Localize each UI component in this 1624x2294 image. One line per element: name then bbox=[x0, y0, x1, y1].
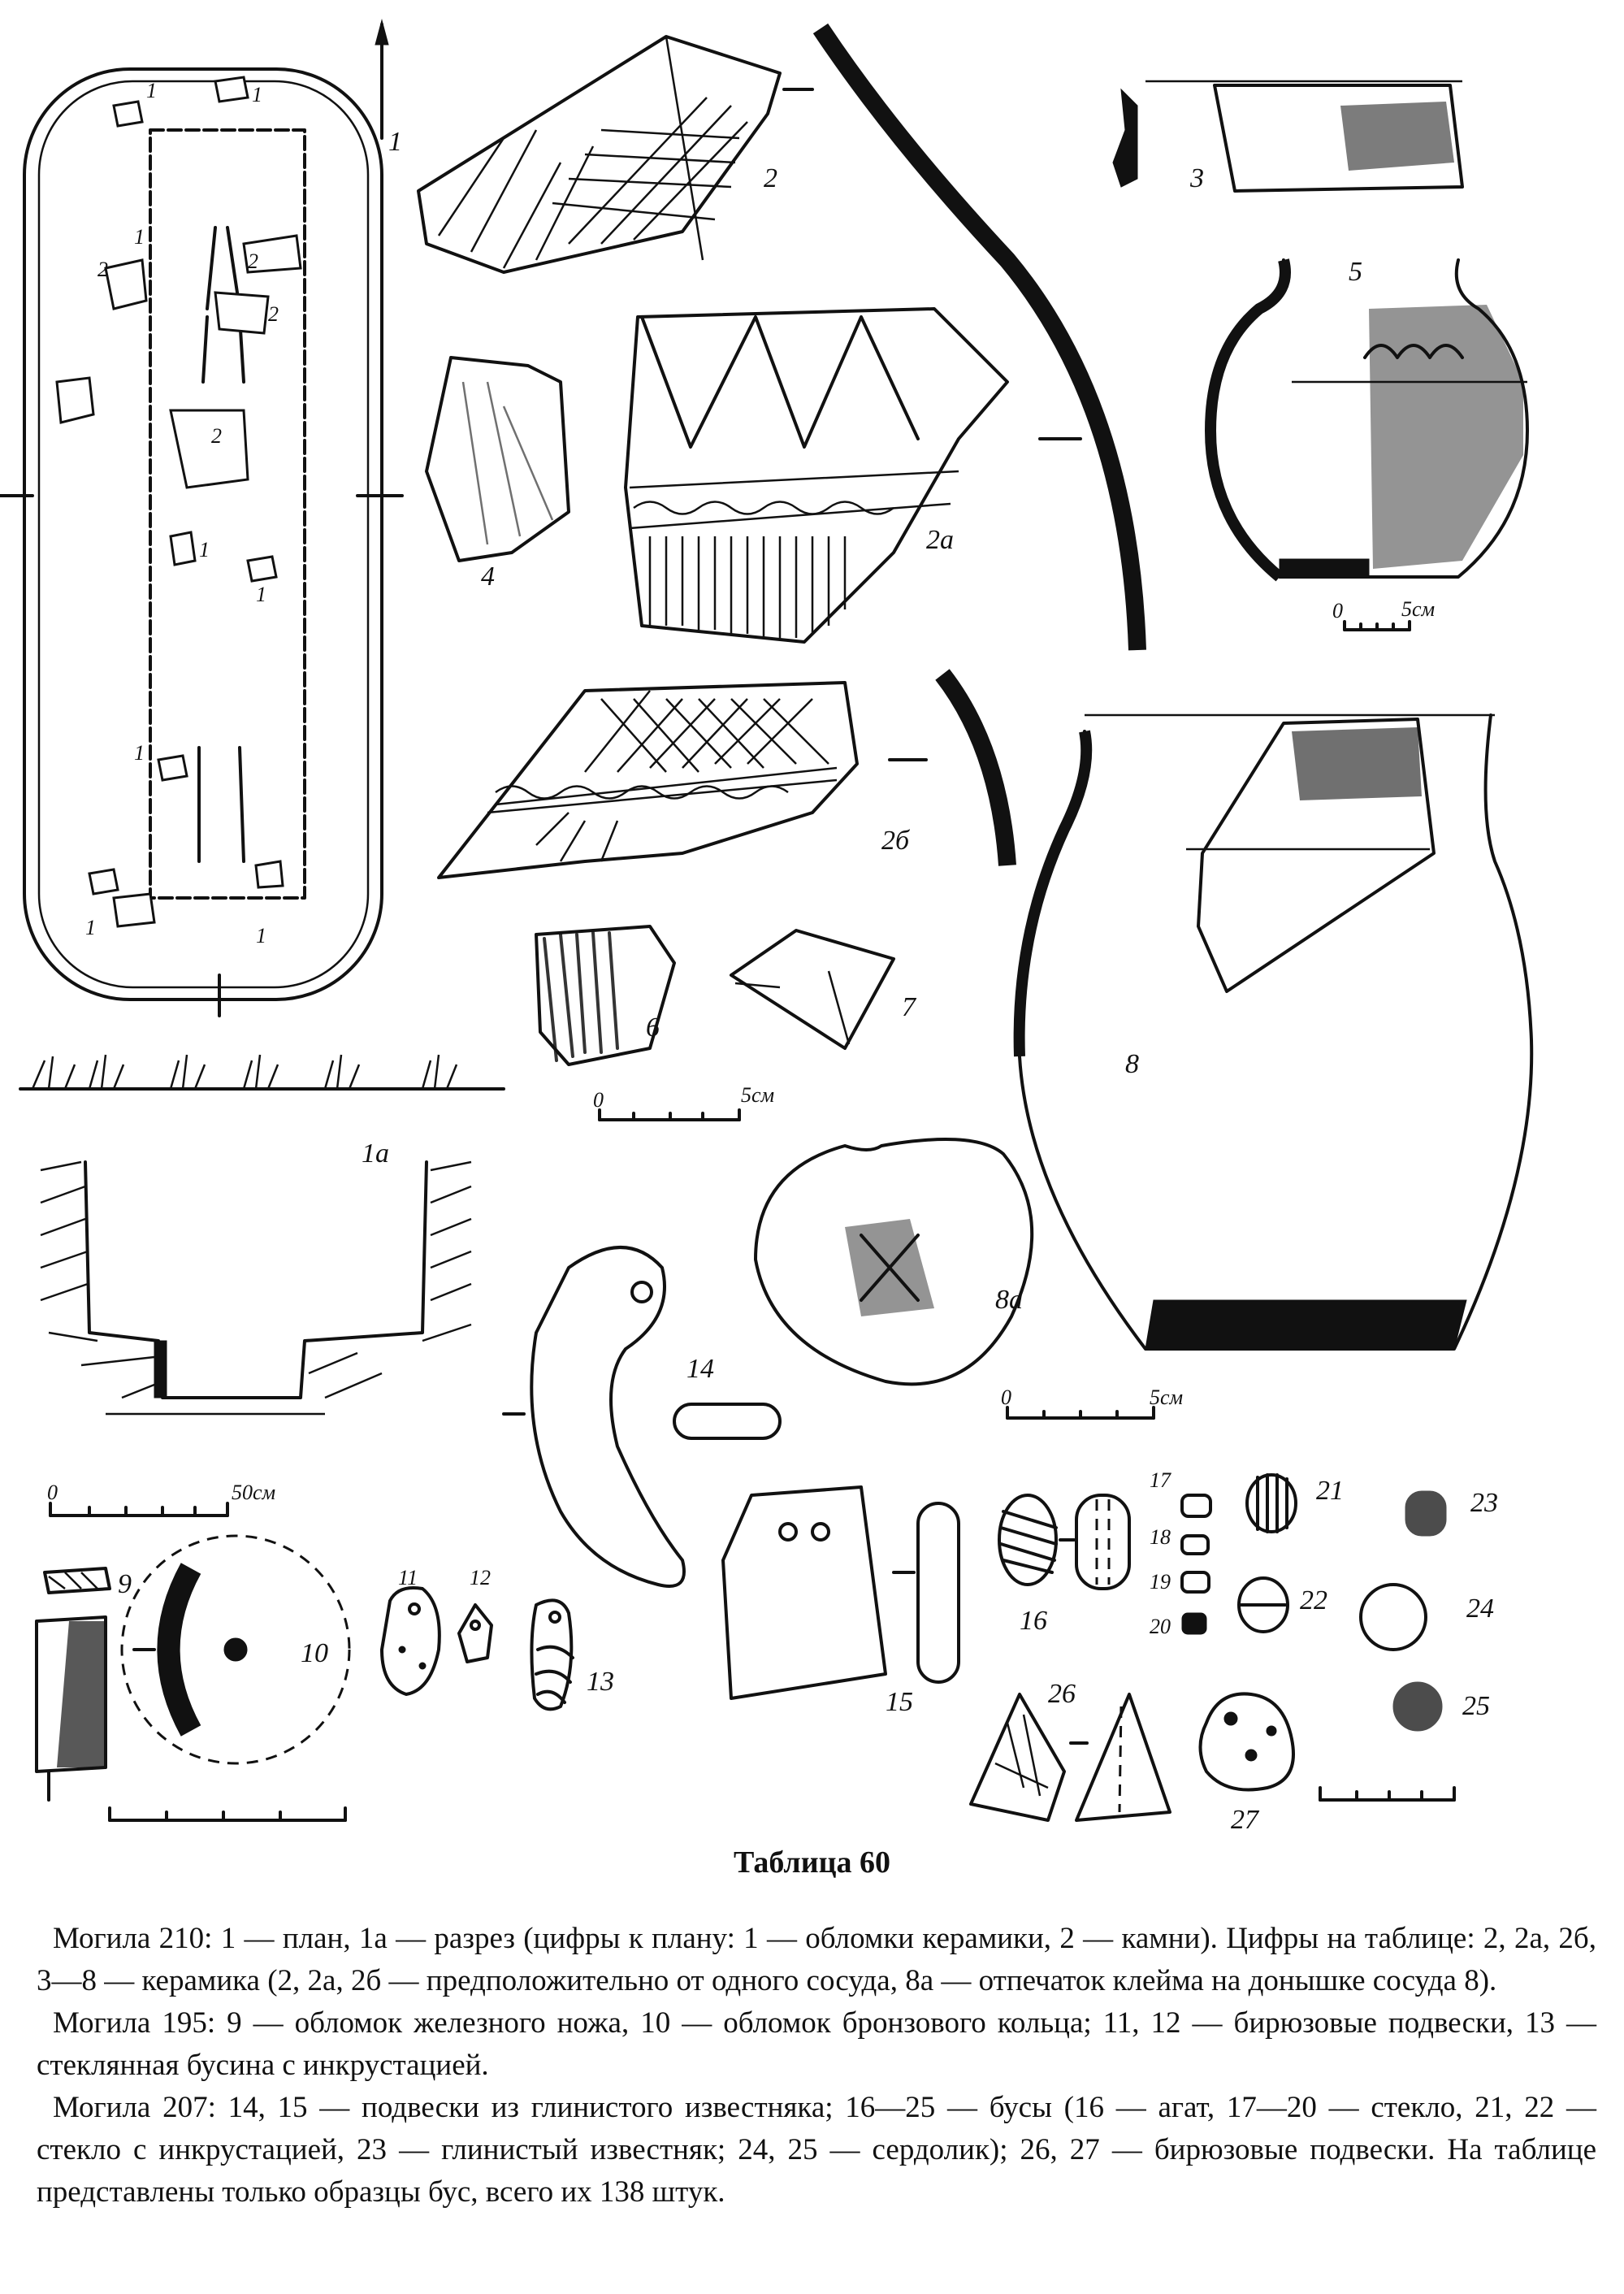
figure-label-21: 21 bbox=[1316, 1476, 1344, 1506]
figure-label-26: 26 bbox=[1048, 1679, 1076, 1709]
figure-label-6: 6 bbox=[646, 1013, 660, 1043]
iron-knife-9 bbox=[37, 1568, 132, 1800]
vessel-5 bbox=[1210, 257, 1527, 577]
grave-section-drawing bbox=[20, 1055, 504, 1414]
figure-label-17: 17 bbox=[1150, 1468, 1171, 1492]
vessel-profile bbox=[942, 674, 1007, 865]
plan-marker-2: 2 bbox=[248, 249, 258, 273]
ceramic-rim-3 bbox=[1113, 81, 1462, 193]
scale-end: 5см bbox=[741, 1083, 775, 1107]
scale-bar-50cm bbox=[47, 1481, 275, 1516]
ceramic-sherd-2b bbox=[439, 683, 926, 878]
figure-label-8: 8 bbox=[1125, 1049, 1139, 1079]
bronze-ring-10 bbox=[122, 1536, 349, 1763]
figure-label-2a: 2a bbox=[926, 525, 954, 555]
plate-title: Таблица 60 bbox=[733, 1845, 891, 1880]
plan-marker-1: 1 bbox=[134, 741, 145, 765]
figure-label-7: 7 bbox=[902, 992, 916, 1022]
grave-plan-drawing bbox=[0, 20, 402, 1016]
figure-label-25: 25 bbox=[1462, 1691, 1490, 1721]
figure-label-8a: 8a bbox=[995, 1285, 1023, 1315]
pendants-11-13 bbox=[382, 1566, 614, 1709]
figure-label-16: 16 bbox=[1020, 1606, 1047, 1636]
plate-caption bbox=[37, 1918, 1596, 2214]
pendant-15 bbox=[723, 1487, 959, 1717]
figure-label-1: 1 bbox=[388, 127, 402, 157]
plan-marker-2: 2 bbox=[211, 424, 222, 448]
caption-paragraph: Могила 195: 9 — обломок железного ножа, 10 — обломок бронзового кольца; 11, 12 — бирюзовые подвески, 13 — стеклянная бусина с инкрустацией. bbox=[37, 2006, 1596, 2082]
plan-marker-1: 1 bbox=[85, 916, 96, 939]
scale-end: 50см bbox=[232, 1481, 276, 1504]
figure-label-2b: 2б bbox=[881, 826, 910, 856]
stamp-impression-8a bbox=[756, 1139, 1032, 1384]
caption-paragraph: Могила 207: 14, 15 — подвески из глинистого известняка; 16—25 — бусы (16 — агат, 17—20 — стекло, 21, 22 — стекло с инкрустацией, 23 — глинистый известняк; 24, 25 — сердолик); 26, 27 — бирюзовые подвески. На таблице представлены только образцы бус, всего их 138 штук. bbox=[37, 2091, 1596, 2209]
figure-label-10: 10 bbox=[301, 1638, 328, 1668]
scale-bar-5cm bbox=[593, 1083, 774, 1120]
ceramic-sherd-4 bbox=[427, 358, 569, 592]
pendant-14 bbox=[504, 1247, 780, 1586]
figure-label-20: 20 bbox=[1150, 1615, 1171, 1638]
scale-bar bbox=[110, 1808, 345, 1820]
figure-label-18: 18 bbox=[1150, 1525, 1171, 1549]
figure-label-3: 3 bbox=[1190, 163, 1204, 193]
figure-label-5: 5 bbox=[1349, 257, 1362, 287]
scale-zero: 0 bbox=[47, 1481, 58, 1504]
figure-label-2: 2 bbox=[764, 163, 777, 193]
pendants-26-27 bbox=[971, 1679, 1293, 1835]
ceramic-sherd-2 bbox=[418, 37, 812, 272]
plan-marker-1: 1 bbox=[199, 538, 210, 562]
plan-marker-2: 2 bbox=[268, 302, 279, 326]
plan-marker-1: 1 bbox=[256, 583, 266, 606]
scale-zero: 0 bbox=[1332, 599, 1343, 622]
figure-label-13: 13 bbox=[587, 1667, 614, 1697]
plan-marker-1: 1 bbox=[134, 225, 145, 249]
scale-end: 5см bbox=[1150, 1386, 1184, 1409]
figure-label-14: 14 bbox=[686, 1354, 714, 1384]
scale-bar-5cm bbox=[1332, 597, 1435, 630]
plan-marker-1: 1 bbox=[146, 79, 157, 102]
figure-label-22: 22 bbox=[1300, 1585, 1327, 1615]
vessel-8 bbox=[1020, 715, 1532, 1349]
scale-zero: 0 bbox=[593, 1088, 604, 1112]
figure-label-9: 9 bbox=[118, 1569, 132, 1599]
figure-label-27: 27 bbox=[1231, 1805, 1258, 1835]
figure-label-24: 24 bbox=[1466, 1594, 1494, 1624]
scale-end: 5см bbox=[1401, 597, 1436, 621]
scale-bar-5cm bbox=[1001, 1386, 1183, 1418]
ceramic-sherd-2a bbox=[626, 309, 1007, 642]
vessel-profile bbox=[821, 28, 1137, 650]
figure-label-15: 15 bbox=[886, 1687, 913, 1717]
plan-marker-2: 2 bbox=[97, 258, 108, 281]
scale-zero: 0 bbox=[1001, 1386, 1011, 1409]
figure-label-11: 11 bbox=[398, 1566, 418, 1589]
plan-marker-1: 1 bbox=[252, 83, 262, 106]
ceramic-sherd-7 bbox=[731, 930, 917, 1048]
figure-label-12: 12 bbox=[470, 1566, 491, 1589]
figure-label-23: 23 bbox=[1470, 1488, 1498, 1518]
figure-label-1a: 1a bbox=[362, 1138, 389, 1169]
plan-marker-1: 1 bbox=[256, 924, 266, 948]
caption-paragraph: Могила 210: 1 — план, 1а — разрез (цифры к плану: 1 — обломки керамики, 2 — камни). Цифры на таблице: 2, 2а, 2б, 3—8 — керамика (2, 2а, 2б — предположительно от одного сосуда, 8а — отпечаток клейма на донышке сосуда 8). bbox=[37, 1922, 1596, 1997]
ceramic-sherd-6 bbox=[536, 926, 674, 1065]
figure-label-19: 19 bbox=[1150, 1570, 1171, 1594]
figure-label-4: 4 bbox=[481, 562, 495, 592]
scale-bar bbox=[1320, 1788, 1454, 1800]
